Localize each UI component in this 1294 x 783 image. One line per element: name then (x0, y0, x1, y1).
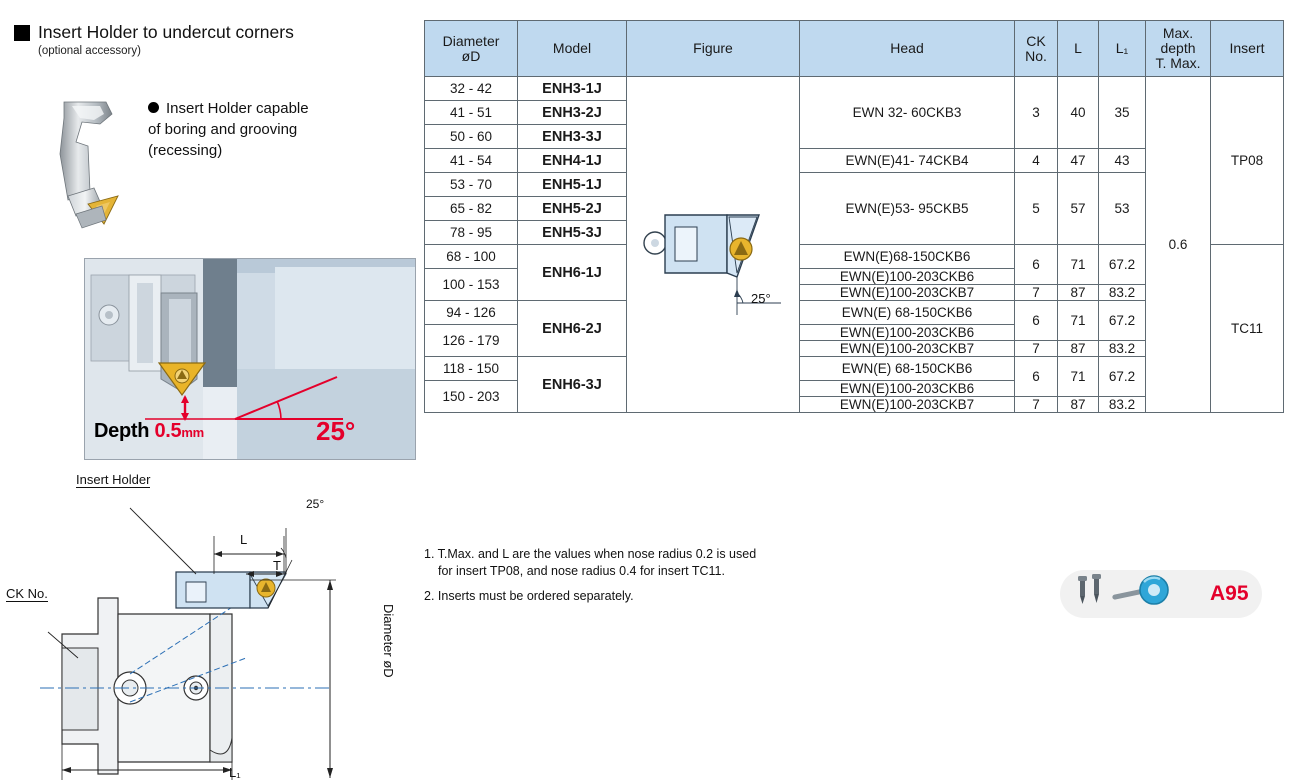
header-diameter-text: Diameter (442, 32, 500, 49)
cell-l: 57 (1058, 173, 1099, 245)
cell-head: EWN(E) 68-150CKB6 (800, 357, 1015, 381)
cell-head: EWN(E)41- 74CKB4 (800, 149, 1015, 173)
cell-model: ENH5-1J (518, 173, 627, 197)
cell-l: 87 (1058, 341, 1099, 357)
cell-model: ENH3-1J (518, 77, 627, 101)
section-subtitle: (optional accessory) (38, 45, 141, 57)
cell-l1: 43 (1099, 149, 1146, 173)
figure-angle-label: 25° (751, 291, 771, 306)
cell-ck: 5 (1015, 173, 1058, 245)
cell-head: EWN(E)100-203CKB6 (800, 325, 1015, 341)
cell-l1: 53 (1099, 173, 1146, 245)
cell-insert: TC11 (1211, 245, 1284, 413)
accessory-code: A95 (1210, 582, 1249, 605)
bullet-square-icon (14, 25, 30, 41)
cell-insert: TP08 (1211, 77, 1284, 245)
cell-diameter: 118 - 150 (425, 357, 518, 381)
header-diameter-sub: øD (461, 47, 481, 64)
cell-model: ENH5-3J (518, 221, 627, 245)
feature-note-line1: Insert Holder capable (166, 100, 309, 117)
header-ck-sub: No. (1025, 47, 1047, 64)
depth-label (94, 420, 204, 443)
cell-model: ENH3-3J (518, 125, 627, 149)
cell-diameter: 50 - 60 (425, 125, 518, 149)
header-diameter (425, 21, 518, 77)
footnote-1-line2: for insert TP08, and nose radius 0.4 for insert TC11. (438, 564, 725, 578)
feature-note-line2: of boring and grooving (148, 121, 298, 138)
cell-diameter: 94 - 126 (425, 301, 518, 325)
cell-diameter: 65 - 82 (425, 197, 518, 221)
header-model: Model (518, 21, 627, 77)
cell-l: 87 (1058, 397, 1099, 413)
cell-l: 40 (1058, 77, 1099, 149)
dimension-drawing (0, 462, 420, 783)
cell-diameter: 41 - 54 (425, 149, 518, 173)
depth-value: 0.5 (154, 420, 182, 442)
cell-l: 47 (1058, 149, 1099, 173)
dim-T-label: T (273, 558, 281, 573)
cell-diameter: 78 - 95 (425, 221, 518, 245)
footnote-1-line1: 1. T.Max. and L are the values when nose radius 0.2 is used (424, 547, 757, 561)
cell-head: EWN(E)100-203CKB7 (800, 341, 1015, 357)
depth-text: Depth (94, 420, 150, 442)
cell-l1: 67.2 (1099, 301, 1146, 341)
footnotes (424, 546, 756, 613)
cell-model: ENH4-1J (518, 149, 627, 173)
cell-model: ENH3-2J (518, 101, 627, 125)
bullet-dot-icon (148, 102, 159, 113)
table-head (425, 21, 1284, 77)
header-figure: Figure (627, 21, 800, 77)
section-heading (14, 22, 294, 43)
drawing-angle-label: 25° (306, 497, 325, 511)
accessory-tag (1060, 570, 1262, 618)
header-head: Head (800, 21, 1015, 77)
insert-holder-photo (46, 96, 142, 236)
header-max-depth (1146, 21, 1211, 77)
cell-head: EWN(E)53- 95CKB5 (800, 173, 1015, 245)
cell-l1: 83.2 (1099, 341, 1146, 357)
cell-head: EWN(E)68-150CKB6 (800, 245, 1015, 269)
wrench-screws-icon (1072, 572, 1202, 616)
cell-l: 71 (1058, 245, 1099, 285)
cell-l1: 67.2 (1099, 357, 1146, 397)
cell-head: EWN(E) 68-150CKB6 (800, 301, 1015, 325)
cell-head: EWN(E)100-203CKB6 (800, 269, 1015, 285)
table-row (425, 77, 1284, 101)
cell-diameter: 68 - 100 (425, 245, 518, 269)
feature-note (148, 98, 309, 161)
cell-head: EWN(E)100-203CKB6 (800, 381, 1015, 397)
cell-diameter: 126 - 179 (425, 325, 518, 357)
feature-note-line3: (recessing) (148, 142, 223, 159)
insert-holder-label: Insert Holder (76, 472, 151, 487)
cell-ck: 7 (1015, 341, 1058, 357)
section-title: Insert Holder to undercut corners (38, 22, 294, 42)
left-illustration-panel (0, 0, 420, 783)
cell-diameter: 41 - 51 (425, 101, 518, 125)
header-l: L (1058, 21, 1099, 77)
cell-diameter: 53 - 70 (425, 173, 518, 197)
cell-ck: 6 (1015, 301, 1058, 341)
cell-figure (627, 77, 800, 413)
ck-no-label: CK No. (6, 586, 48, 601)
cell-ck: 4 (1015, 149, 1058, 173)
header-l1: L₁ (1099, 21, 1146, 77)
cell-model: ENH6-3J (518, 357, 627, 413)
table-body (425, 77, 1284, 413)
cell-l1: 83.2 (1099, 397, 1146, 413)
cell-l1: 67.2 (1099, 245, 1146, 285)
header-ck-text: CK (1026, 32, 1046, 49)
cell-l: 71 (1058, 301, 1099, 341)
diameter-od-label: Diameter øD (381, 604, 396, 678)
cell-ck: 6 (1015, 245, 1058, 285)
cell-l: 71 (1058, 357, 1099, 397)
dim-L1-label: L₁ (229, 765, 241, 780)
cell-ck: 6 (1015, 357, 1058, 397)
cell-ck: 7 (1015, 397, 1058, 413)
header-max-depth-1: Max. (1162, 25, 1194, 41)
header-max-depth-2: depth (1160, 40, 1196, 56)
cell-model: ENH6-1J (518, 245, 627, 301)
depth-unit: mm (181, 425, 204, 440)
cell-head: EWN 32- 60CKB3 (800, 77, 1015, 149)
cell-diameter: 150 - 203 (425, 381, 518, 413)
cell-head: EWN(E)100-203CKB7 (800, 397, 1015, 413)
specification-table-container (424, 20, 1284, 413)
table-figure-illustration (631, 143, 795, 343)
cell-l: 87 (1058, 285, 1099, 301)
cell-l1: 83.2 (1099, 285, 1146, 301)
cutaway-angle-label: 25° (316, 416, 356, 446)
footnote-1 (424, 546, 756, 580)
dim-L-label: L (240, 532, 248, 547)
cell-diameter: 100 - 153 (425, 269, 518, 301)
cell-head: EWN(E)100-203CKB7 (800, 285, 1015, 301)
cell-diameter: 32 - 42 (425, 77, 518, 101)
cell-ck: 3 (1015, 77, 1058, 149)
cell-max-depth: 0.6 (1146, 77, 1211, 413)
cell-l1: 35 (1099, 77, 1146, 149)
cell-model: ENH5-2J (518, 197, 627, 221)
header-insert: Insert (1211, 21, 1284, 77)
footnote-2: 2. Inserts must be ordered separately. (424, 589, 634, 603)
cell-model: ENH6-2J (518, 301, 627, 357)
cell-ck: 7 (1015, 285, 1058, 301)
figure-inner (631, 143, 795, 346)
header-max-depth-3: T. Max. (1155, 55, 1201, 71)
header-ck-no (1015, 21, 1058, 77)
table-header-row (425, 21, 1284, 77)
specification-table (424, 20, 1284, 413)
